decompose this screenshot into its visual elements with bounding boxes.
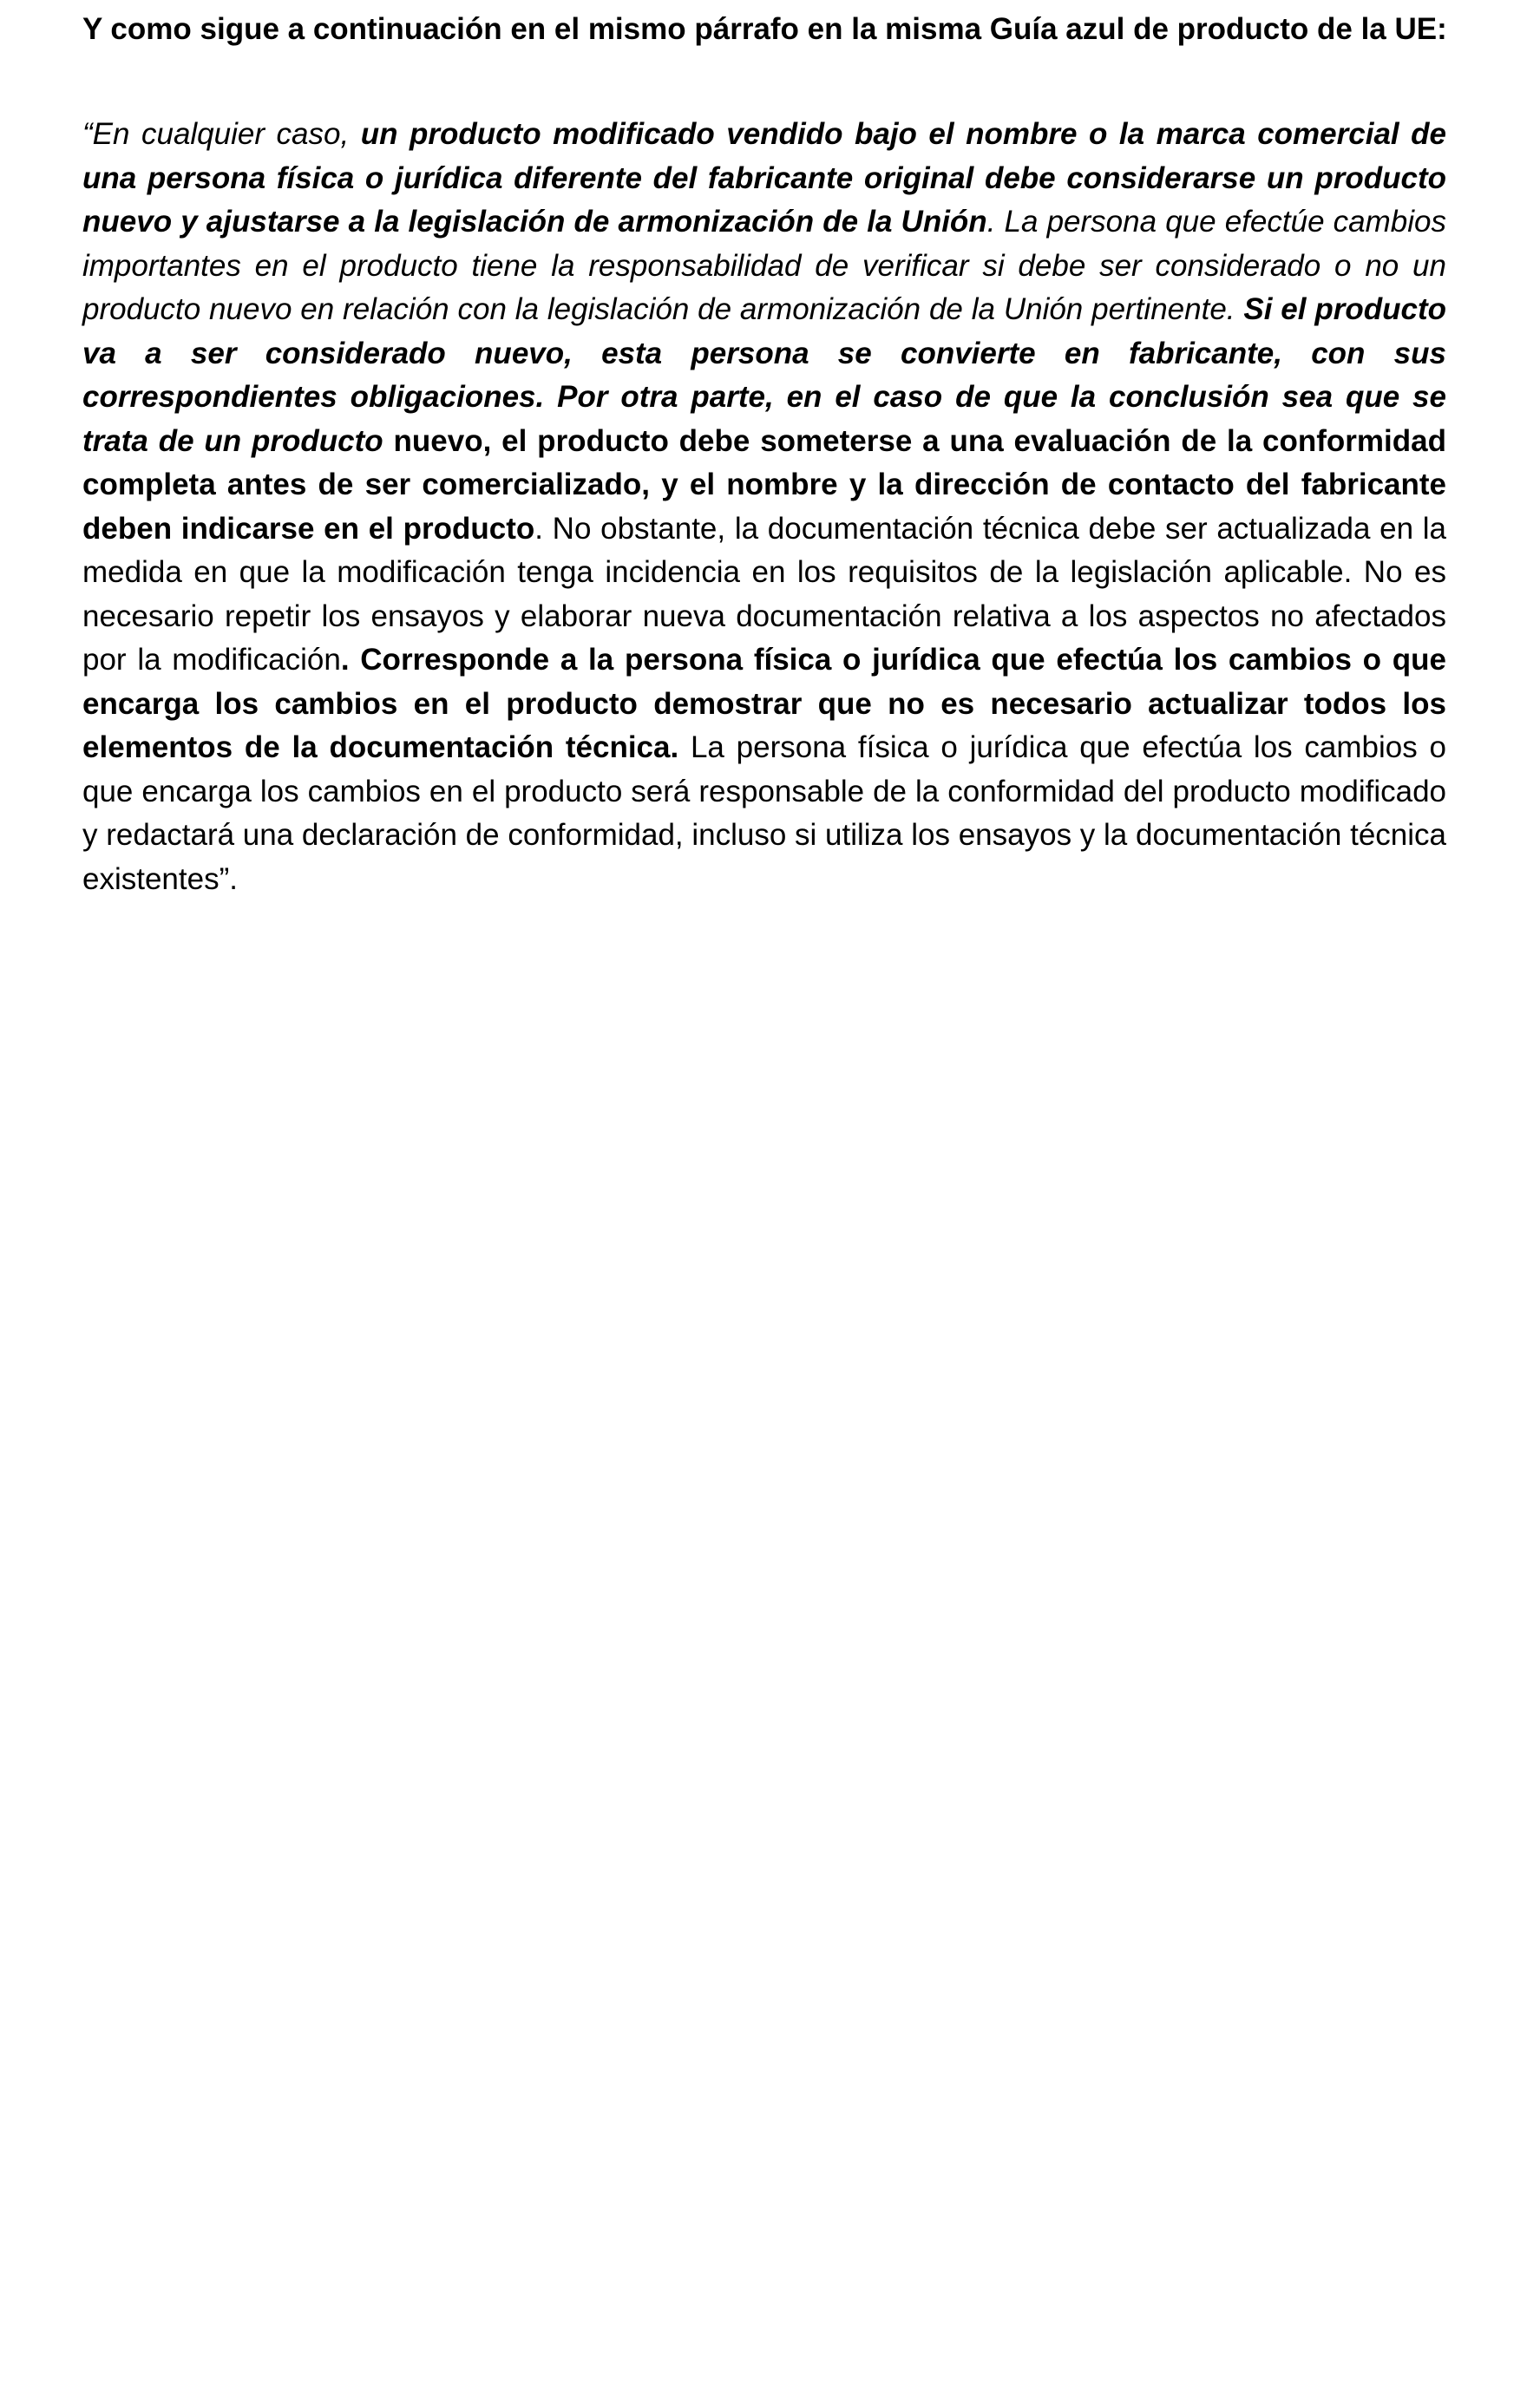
quote-segment: . La persona que efectúe cambios importantes en el producto tiene la responsabilidad de verificar si debe ser considerado o no un producto nuevo en relación con la legislación de armonización de la Unión pertinente.: [82, 205, 1446, 326]
quote-segment: un producto modificado vendido bajo el nombre o la marca comercial de una persona física o jurídica diferente del fabricante original debe considerarse un producto nuevo y ajustarse a la legislación de armonización de la Unión: [82, 117, 1447, 239]
document-heading: Y como sigue a continuación en el mismo párrafo en la misma Guía azul de producto de la UE:: [82, 12, 1447, 46]
quote-segment: nuevo, el producto debe someterse a una evaluación de la conformidad completa antes de ser comercializado, y el nombre y la dirección de contacto del fabricante deben indicarse en el producto: [82, 423, 1446, 546]
quote-segment: La persona física o jurídica que efectúa los cambios o que encarga los cambios en el producto será responsable de la conformidad del producto modificado y redactará una declaración de conformidad, incluso si utiliza los ensayos y la documentación técnica existentes”.: [82, 730, 1446, 896]
document-page: [82, 7, 1446, 901]
quote-segment: “En cualquier caso,: [82, 117, 361, 151]
quote-segment: . No obstante, la documentación técnica debe ser actualizada en la medida en que la modificación tenga incidencia en los requisitos de la legislación aplicable. No es necesario repetir los ensayos y elaborar nueva documentación relativa a los aspectos no afectados por la modificación: [82, 511, 1446, 677]
quoted-paragraph: [82, 113, 1446, 901]
quote-segment: . Corresponde a la persona física o jurídica que efectúa los cambios o que encarga los cambios en el producto demostrar que no es necesario actualizar todos los elementos de la documentación técnica.: [82, 643, 1446, 764]
quote-segment: Si el producto va a ser considerado nuevo, esta persona se convierte en fabricante, con sus correspondientes obligaciones. Por otra parte, en el caso de que la conclusión sea que se trata de un producto: [82, 292, 1446, 458]
